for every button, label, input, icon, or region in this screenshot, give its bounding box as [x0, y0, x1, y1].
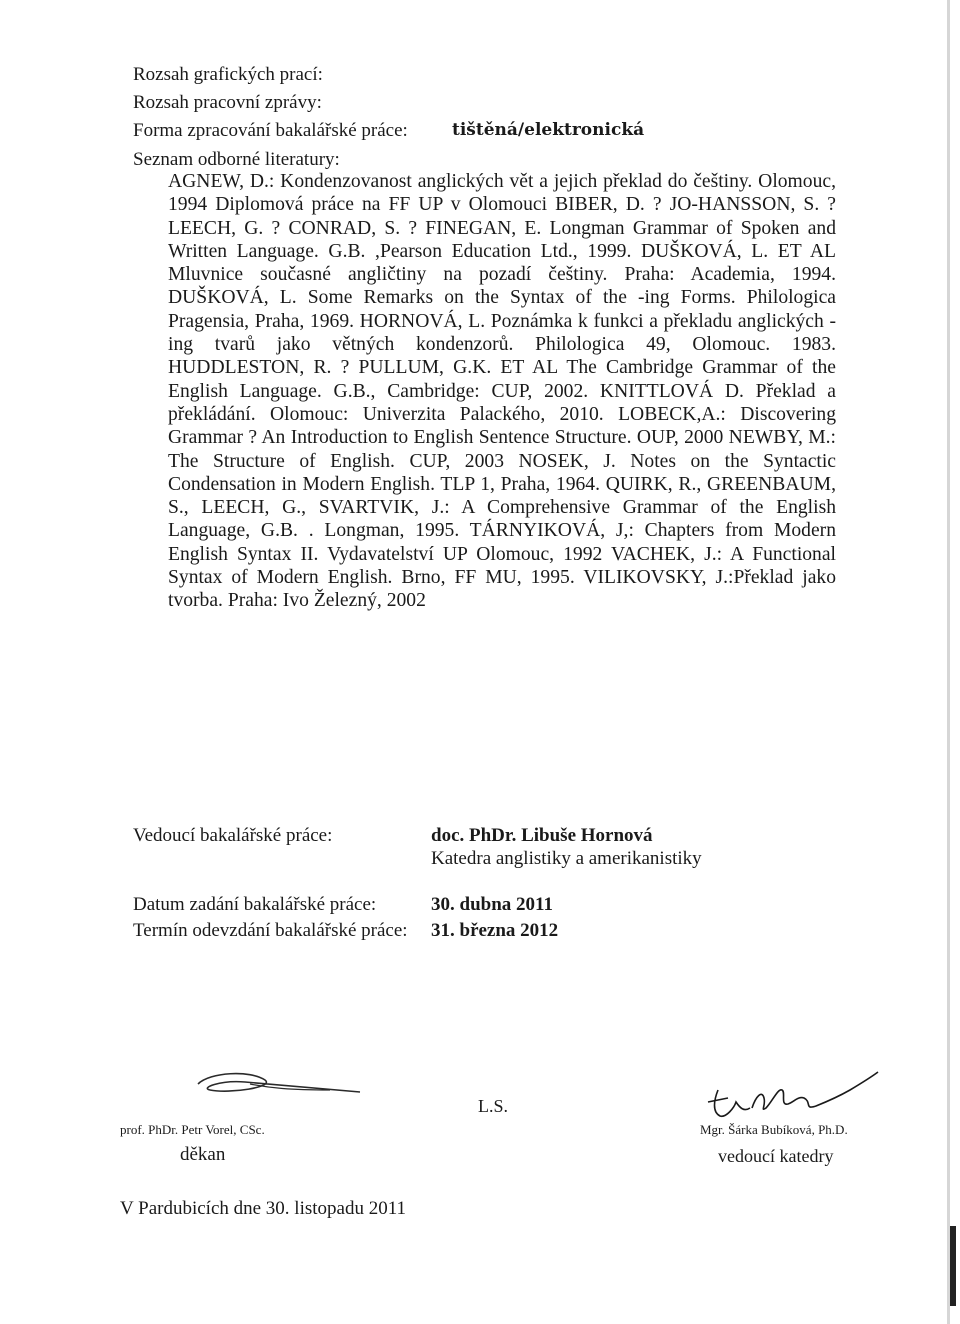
rozsah-zpravy-label: Rozsah pracovní zprávy: — [133, 92, 322, 113]
termin-odevzdani-value: 31. března 2012 — [431, 920, 559, 941]
forma-value: tištěná/elektronická — [452, 120, 645, 140]
literature-list — [168, 170, 836, 613]
dean-signature — [190, 1062, 370, 1112]
head-name: Mgr. Šárka Bubíková, Ph.D. — [700, 1122, 848, 1137]
forma-label: Forma zpracování bakalářské práce: — [133, 120, 408, 141]
dean-name: prof. PhDr. Petr Vorel, CSc. — [120, 1122, 265, 1137]
head-title: vedoucí katedry — [718, 1146, 834, 1166]
seal-label: L.S. — [478, 1096, 509, 1116]
datum-zadani-value: 30. dubna 2011 — [431, 894, 553, 915]
supervisor-label: Vedoucí bakalářské práce: — [133, 825, 333, 846]
scan-edge-mark — [950, 1226, 956, 1306]
supervisor-name: doc. PhDr. Libuše Hornová — [431, 825, 653, 846]
scan-edge — [947, 0, 950, 1324]
dean-title: děkan — [180, 1144, 226, 1165]
place-date: V Pardubicích dne 30. listopadu 2011 — [120, 1198, 407, 1219]
literature-text: AGNEW, D.: Kondenzovanost anglických vět a jejich překlad do češtiny. Olomouc, 1994 Diplomová práce na FF UP v Olomouci BIBER, D. ? JO-HANSSON, S. ? LEECH, G. ? CONRAD, S. ? FINEGAN, E. Longman Grammar of Spoken and Written Language. G.B. ,Pearson Education Ltd., 1999. DUŠKOVÁ, L. ET AL Mluvnice současné angličtiny na pozadí češtiny. Praha: Academia, 1994. DUŠKOVÁ, L. Some Remarks on the Syntax of the -ing Forms. Philologica Pragensia, Praha, 1969. HORNOVÁ, L. Poznámka k funkci a překladu anglických -ing tvarů jako větných kondenzorů. Philologica 49, Olomouc. 1983. HUDDLESTON, R. ? PULLUM, G.K. ET AL The Cambridge Grammar of the English Language. G.B., Cambridge: CUP, 2002. KNITTLOVÁ D. Překlad a překládání. Olomouc: Univerzita Palackého, 2010. LOBECK,A.: Discovering Grammar ? An Introduction to English Sentence Structure. OUP, 2000 NEWBY, M.: The Structure of English. CUP, 2003 NOSEK, J. Notes on the Syntactic Condensation in Modern English. TLP 1, Praha, 1964. QUIRK, R., GREENBAUM, S., LEECH, G., SVARTVIK, J.: A Comprehensive Grammar of the English Language, G.B. . Longman, 1995. TÁRNYIKOVÁ, J,: Chapters from Modern English Syntax II. Vydavatelství UP Olomouc, 1992 VACHEK, J.: A Functional Syntax of Modern English. Brno, FF MU, 1995. VILIKOVSKY, J.:Překlad jako tvorba. Praha: Ivo Železný, 2002 — [168, 171, 836, 612]
supervisor-department: Katedra anglistiky a amerikanistiky — [431, 848, 702, 869]
termin-odevzdani-label: Termín odevzdání bakalářské práce: — [133, 920, 408, 941]
rozsah-grafickych-label: Rozsah grafických prací: — [133, 64, 323, 85]
head-signature — [700, 1068, 890, 1128]
seznam-literatury-label: Seznam odborné literatury: — [133, 149, 340, 170]
datum-zadani-label: Datum zadání bakalářské práce: — [133, 894, 377, 915]
